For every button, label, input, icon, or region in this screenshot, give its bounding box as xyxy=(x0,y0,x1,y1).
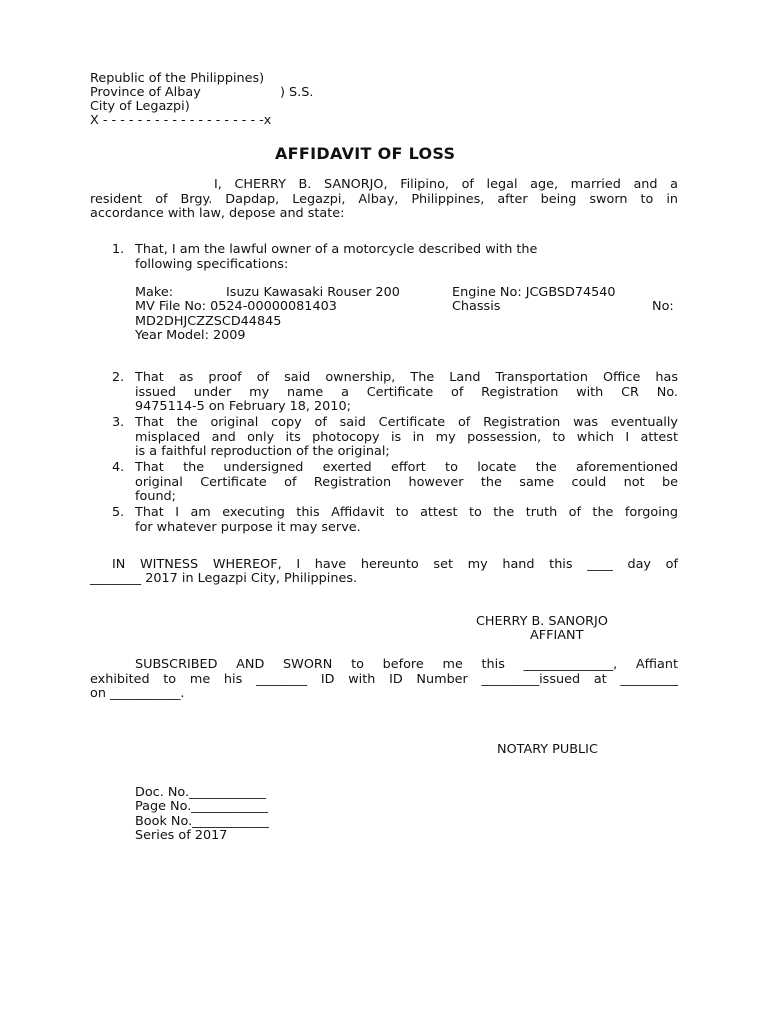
list-item-text: That the undersigned exerted effort to locate the aforementioned xyxy=(135,460,678,475)
document-title: AFFIDAVIT OF LOSS xyxy=(275,144,456,163)
list-item-number: 2. xyxy=(112,370,125,385)
spec-mv-file: MV File No: 0524-00000081403 xyxy=(135,299,337,314)
list-item-text: That the original copy of said Certificate of Registration was eventually xyxy=(135,415,678,430)
list-item-text: That I am executing this Affidavit to attest to the truth of the forgoing xyxy=(135,505,678,520)
list-item-text: for whatever purpose it may serve. xyxy=(135,519,361,535)
list-item-text: found; xyxy=(135,489,176,504)
caption-republic: Republic of the Philippines) xyxy=(90,71,265,86)
subscribed-line-3: on ___________. xyxy=(90,686,185,701)
list-item-text: original Certificate of Registration however the same could not be xyxy=(135,474,678,490)
list-item xyxy=(112,506,678,535)
list-item-text: is a faithful reproduction of the original; xyxy=(135,444,390,459)
witness-line-2: ________ 2017 in Legazpi City, Philippines. xyxy=(90,571,358,586)
list-item xyxy=(112,243,678,272)
list-item-number: 5. xyxy=(112,505,125,520)
spec-chassis-value: MD2DHJCZZSCD44845 xyxy=(135,314,282,329)
spec-make-label: Make: xyxy=(135,285,174,300)
list-item xyxy=(112,416,678,460)
list-item-number: 4. xyxy=(112,460,125,475)
list-item-number: 3. xyxy=(112,415,125,430)
list-item-text: That, I am the lawful owner of a motorcycle described with the xyxy=(135,242,538,257)
list-item-text: issued under my name a Certificate of Registration with CR No. xyxy=(135,384,678,400)
intro-line-2: resident of Brgy. Dapdap, Legazpi, Albay, Philippines, after being sworn to in xyxy=(90,192,678,207)
spec-chassis-label: Chassis xyxy=(452,299,501,314)
affiant-label: AFFIANT xyxy=(530,628,584,643)
page-no: Page No.____________ xyxy=(135,799,269,814)
spec-chassis-no: No: xyxy=(652,299,674,314)
caption-ss: ) S.S. xyxy=(280,85,314,100)
list-item-text: misplaced and only its photocopy is in my possession, to which I attest xyxy=(135,429,678,445)
subscribed-line-2: exhibited to me his ________ ID with ID Number _________issued at _________ xyxy=(90,672,678,687)
book-no: Book No.____________ xyxy=(135,814,269,829)
notary-public: NOTARY PUBLIC xyxy=(497,742,598,757)
list-item-text: 9475114-5 on February 18, 2010; xyxy=(135,399,351,414)
spec-make-value: Isuzu Kawasaki Rouser 200 xyxy=(226,285,400,300)
spec-year-model: Year Model: 2009 xyxy=(135,328,246,343)
doc-no: Doc. No.____________ xyxy=(135,785,266,800)
series: Series of 2017 xyxy=(135,828,228,843)
intro-line-3: accordance with law, depose and state: xyxy=(90,206,345,221)
spec-engine-no: Engine No: JCGBSD74540 xyxy=(452,285,616,300)
list-item xyxy=(112,461,678,505)
list-item-text: That as proof of said ownership, The Land Transportation Office has xyxy=(135,370,678,385)
caption-x-line: X - - - - - - - - - - - - - - - - - - -x xyxy=(90,113,272,128)
list-item-number: 1. xyxy=(112,242,125,257)
subscribed-line-1: SUBSCRIBED AND SWORN to before me this ______________, Affiant xyxy=(135,657,678,672)
intro-line-1: I, CHERRY B. SANORJO, Filipino, of legal age, married and a xyxy=(214,177,678,192)
witness-line-1: IN WITNESS WHEREOF, I have hereunto set my hand this ____ day of xyxy=(112,557,678,572)
list-item-text: following specifications: xyxy=(135,256,289,272)
caption-province: Province of Albay xyxy=(90,85,201,100)
affiant-name: CHERRY B. SANORJO xyxy=(476,614,608,629)
list-item xyxy=(112,371,678,415)
caption-city: City of Legazpi) xyxy=(90,99,190,114)
